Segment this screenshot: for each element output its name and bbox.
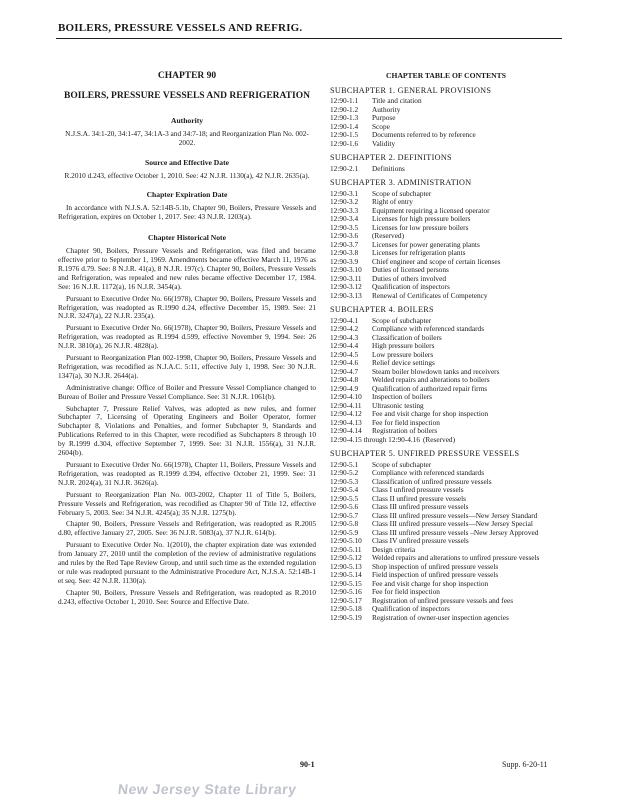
section-number: 12:90-4.6 (330, 358, 359, 367)
section-number: 12:90-4.7 (330, 366, 359, 376)
section-title: Purpose (372, 113, 396, 122)
section-number: 12:90-5.3 (330, 476, 359, 486)
section-title: (Reserved) (423, 434, 456, 444)
section-title: Fee and visit charge for shop inspection (372, 409, 489, 418)
section-number: 12:90-4.8 (330, 375, 359, 384)
supplement-date: Supp. 6-20-11 (502, 760, 548, 769)
section-title: Qualification of authorized repair firms (372, 383, 488, 393)
section-number: 12:90-4.4 (330, 341, 359, 350)
section-number: 12:90-5.12 (330, 553, 362, 562)
table-of-contents (330, 72, 562, 622)
history-notes (58, 247, 316, 607)
chapter-intro-column (58, 72, 316, 610)
section-number: 12:90-5.7 (330, 510, 359, 520)
subchapter-heading: SUBCHAPTER 4. BOILERS (330, 305, 434, 314)
toc-entry (330, 140, 562, 149)
section-number: 12:90-4.14 (330, 426, 362, 435)
section-title: Scope of subchapter (372, 315, 432, 325)
section-number: 12:90-3.10 (330, 265, 362, 274)
history-heading: Chapter Historical Note (148, 233, 226, 243)
section-title: Fee for field inspection (372, 417, 440, 427)
section-number: 12:90-5.6 (330, 502, 359, 511)
section-title: Authority (372, 104, 401, 114)
subchapter-heading: SUBCHAPTER 2. DEFINITIONS (330, 153, 452, 162)
section-title: Class III unfired pressure vessels (372, 502, 469, 511)
toc-entry (330, 266, 562, 275)
section-number: 12:90-3.5 (330, 222, 359, 232)
section-number: 12:90-4.10 (330, 392, 362, 401)
toc-entry (330, 580, 562, 589)
section-title: Classification of unfired pressure vessels (372, 476, 492, 486)
section-title: Scope (372, 121, 390, 131)
toc-entry (330, 190, 562, 199)
section-title: Licenses for power generating plants (372, 239, 480, 249)
section-title: Inspection of boilers (372, 392, 432, 401)
toc-entry (330, 131, 562, 140)
section-number: 12:90-5.13 (330, 561, 362, 571)
section-title: Steam boiler blowdown tanks and receivers (372, 366, 500, 376)
toc-entry (330, 537, 562, 546)
toc-entry (330, 292, 562, 301)
toc-entry (330, 419, 562, 428)
section-number: 12:90-1.1 (330, 96, 359, 105)
library-watermark: New Jersey State Library (117, 781, 298, 797)
section-number: 12:90-4.2 (330, 324, 359, 333)
section-number: 12:90-1.5 (330, 130, 359, 139)
section-title: Documents referred to by reference (372, 130, 476, 139)
section-number: 12:90-4.13 (330, 417, 362, 427)
history-paragraph: Pursuant to Reorganization Plan No. 003-2002, Chapter 11 of Title 5, Boilers, Pressure Vessels and Refrigeration, was recodified as Chapter 90 of Title 12, effective February 5, 2003. See: 34 N.J.R. 4245(a); 35 N.J.R. 1275(b). (58, 489, 316, 517)
section-title: Duties of others involved (372, 273, 446, 283)
section-number: 12:90-5.5 (330, 493, 359, 503)
section-title: Fee and visit charge for shop inspection (372, 578, 489, 588)
toc-entry (330, 97, 562, 106)
section-number: 12:90-5.19 (330, 612, 362, 622)
header-rule (56, 38, 562, 39)
history-paragraph: Administrative change: Office of Boiler and Pressure Vessel Compliance changed to Bureau of Boiler and Pressure Vessel Compliance. See: 31 N.J.R. 1061(b). (58, 382, 316, 401)
toc-entry (330, 106, 562, 115)
section-number: 12:90-3.6 (330, 231, 359, 240)
chapter-number: CHAPTER 90 (157, 71, 217, 81)
section-number: 12:90-5.4 (330, 485, 359, 494)
running-head: BOILERS, PRESSURE VESSELS AND REFRIG. (58, 22, 303, 34)
section-title: Class III unfired pressure vessels—New Jersey Special (372, 519, 533, 528)
toc-entry (330, 351, 562, 360)
section-title: Classification of boilers (372, 332, 442, 342)
toc-entry (330, 385, 562, 394)
section-title: Fee for field inspection (372, 587, 440, 596)
section-title: Compliance with referenced standards (372, 324, 485, 333)
history-paragraph: Pursuant to Executive Order No. 1(2010), the chapter expiration date was extended from January 27, 2010 until the completion of the review of administrative regulations and rules by the Red Tape Review Group, and until such time as the extended regulation or rule was readopted pursuant to the Administrative Procedure Act, N.J.S.A. 52:14B-1 et seq. See: 42 N.J.R. 1130(a). (58, 540, 316, 585)
section-title: Qualification of inspectors (372, 282, 450, 291)
section-title: Low pressure boilers (372, 349, 434, 359)
section-title: Class II unfired pressure vessels (372, 493, 467, 503)
section-title: Licenses for low pressure boilers (372, 222, 469, 232)
history-paragraph: Pursuant to Executive Order No. 66(1978), Chapter 90, Boilers, Pressure Vessels and Refrigeration, was readopted as R.1990 d.24, effective December 15, 1989. See: 21 N.J.R. 3247(a), 22 N.J.R. 235(a). (58, 293, 316, 321)
history-paragraph: Subchapter 7, Pressure Relief Valves, was adopted as new rules, and former Subchapter 7, Licensing of Operating Engineers and Boiler Operator, former Subchapter 8, Violations and Penalties, and former Subchapter 9, Standards and Publications Referred to in this Chapter, were recodified as Subchapters 8 through 10 by R.1999 d.304, effective September 7, 1999. See: 31 N.J.R. 1556(a), 31 N.J.R. 2604(b). (58, 403, 316, 458)
toc-entry (330, 410, 562, 419)
section-title: Welded repairs and alterations to unfired pressure vessels (372, 553, 540, 562)
section-title: Welded repairs and alterations to boilers (372, 375, 490, 384)
section-number: 12:90-5.2 (330, 468, 359, 477)
toc-title: CHAPTER TABLE OF CONTENTS (386, 71, 506, 80)
section-title: High pressure boilers (372, 341, 435, 350)
section-number: 12:90-4.1 (330, 315, 359, 325)
section-number: 12:90-3.2 (330, 197, 359, 206)
section-title: (Reserved) (372, 231, 405, 240)
section-number: 12:90-3.9 (330, 256, 359, 266)
toc-entry (330, 334, 562, 343)
section-number: 12:90-4.5 (330, 349, 359, 359)
section-number: 12:90-3.11 (330, 273, 362, 283)
history-paragraph: Chapter 90, Boilers, Pressure Vessels and Refrigeration, was filed and became effective prior to September 1, 1969. Amendments became effective March 11, 1976 as R.1976 d.79. See: 8 N.J.R. 41(a), 8 N.J.R. 197(c). Chapter 90, Boilers, Pressure Vessels and Refrigeration, was repealed and new rules became effective December 17, 1984. See: 16 N.J.R. 1172(a), 16 N.J.R. 3454(a). (58, 246, 316, 291)
section-number: 12:90-2.1 (330, 163, 359, 173)
toc-body (330, 87, 562, 623)
section-number: 12:90-5.8 (330, 519, 359, 528)
section-number: 12:90-5.18 (330, 604, 362, 613)
section-title: Field inspection of unfired pressure vessels (372, 570, 499, 579)
section-number: 12:90-5.14 (330, 570, 362, 579)
section-title: Validity (372, 138, 396, 148)
section-title: Scope of subchapter (372, 188, 432, 198)
section-number: 12:90-5.15 (330, 578, 362, 588)
section-title: Class I unfired pressure vessels (372, 485, 464, 494)
subchapter-heading: SUBCHAPTER 5. UNFIRED PRESSURE VESSELS (330, 449, 520, 458)
authority-text: N.J.S.A. 34:1-20, 34:1-47, 34:1A-3 and 34:7-18; and Reorganization Plan No. 002-2002. (65, 128, 309, 147)
subchapter-heading: SUBCHAPTER 3. ADMINISTRATION (330, 178, 472, 187)
history-paragraph: Pursuant to Reorganization Plan 002-1998, Chapter 90, Boilers, Pressure Vessels and Refrigeration, was recodified as N.J.A.C. 5:11, effective July 1, 1998. See: 30 N.J.R. 1347(a), 30 N.J.R. 2644(a). (58, 353, 316, 380)
section-number: 12:90-5.10 (330, 536, 362, 545)
expiration-heading: Chapter Expiration Date (146, 190, 228, 200)
section-number: 12:90-3.3 (330, 205, 359, 215)
toc-entry (330, 614, 562, 623)
section-number: 12:90-4.11 (330, 400, 362, 410)
section-title: Renewal of Certificates of Competency (372, 290, 488, 300)
section-number: 12:90-3.8 (330, 248, 359, 257)
section-title: Registration of unfired pressure vessels and fees (372, 595, 514, 605)
toc-entry (330, 114, 562, 123)
section-title: Compliance with referenced standards (372, 468, 485, 477)
section-title: Ultrasonic testing (372, 400, 424, 410)
section-number: 12:90-4.9 (330, 383, 359, 393)
section-number: 12:90-1.6 (330, 138, 359, 148)
section-title: Class IV unfired pressure vessels (372, 536, 469, 545)
source-text: R.2010 d.243, effective October 1, 2010. See: 42 N.J.R. 1130(a), 42 N.J.R. 2635(a). (64, 170, 310, 180)
section-number: 12:90-5.11 (330, 544, 362, 554)
section-title: Design criteria (372, 544, 416, 554)
section-number: 12:90-5.9 (330, 527, 359, 537)
section-title: Scope of subchapter (372, 459, 432, 469)
section-title: Licenses for high pressure boilers (372, 214, 471, 223)
section-title: Licenses for refrigeration plants (372, 248, 466, 257)
section-number: 12:90-3.7 (330, 239, 359, 249)
toc-entry (330, 165, 562, 174)
section-title: Registration of owner-user inspection agencies (372, 612, 509, 622)
section-title: Qualification of inspectors (372, 604, 450, 613)
section-number: 12:90-5.1 (330, 459, 359, 469)
section-title: Duties of licensed persons (372, 265, 449, 274)
section-number: 12:90-4.3 (330, 332, 359, 342)
authority-heading: Authority (170, 115, 204, 125)
section-title: Title and citation (372, 96, 422, 105)
section-number: 12:90-1.2 (330, 104, 359, 114)
subchapter-heading: SUBCHAPTER 1. GENERAL PROVISIONS (330, 85, 492, 95)
section-title: Right of entry (372, 197, 413, 206)
section-number: 12:90-1.3 (330, 113, 359, 122)
section-number: 12:90-5.16 (330, 587, 362, 596)
section-number: 12:90-4.12 (330, 409, 362, 418)
section-number: 12:90-1.4 (330, 121, 359, 131)
toc-entry (330, 325, 562, 334)
section-title: Shop inspection of unfired pressure vessels (372, 561, 499, 571)
section-title: Definitions (372, 163, 405, 173)
history-paragraph: Chapter 90, Boilers, Pressure Vessels and Refrigeration, was readopted as R.2005 d.80, effective January 27, 2005. See: 36 N.J.R. 5083(a), 37 N.J.R. 614(b). (58, 519, 316, 538)
toc-entry (330, 436, 562, 445)
section-title: Registration of boilers (372, 426, 438, 435)
chapter-title: BOILERS, PRESSURE VESSELS AND REFRIGERATION (64, 90, 310, 101)
section-title: Relief device settings (372, 358, 435, 367)
section-number: 12:90-3.12 (330, 282, 362, 291)
page-number: 90-1 (300, 760, 315, 769)
section-number: 12:90-4.15 through 12:90-4.16 (330, 434, 420, 444)
history-paragraph: Pursuant to Executive Order No. 66(1978), Chapter 90, Boilers, Pressure Vessels and Refrigeration, was readopted as R.1994 d.599, effective November 9, 1994. See: 26 N.J.R. 3810(a), 26 N.J.R. 4828(a). (58, 323, 316, 351)
section-title: Class III unfired pressure vessels—New Jersey Standard (372, 510, 538, 520)
expiration-text: In accordance with N.J.S.A. 52:14B-5.1b, Chapter 90, Boilers, Pressure Vessels and Refrigeration, expires on October 1, 2017. See: 43 N.J.R. 1203(a). (58, 203, 316, 222)
toc-entry (330, 393, 562, 402)
section-number: 12:90-3.13 (330, 290, 362, 300)
history-paragraph: Chapter 90, Boilers, Pressure Vessels and Refrigeration, was readopted as R.2010 d.243, effective October 1, 2010. See: Source and Effective Date. (58, 587, 316, 606)
section-number: 12:90-5.17 (330, 595, 362, 605)
toc-entry (330, 342, 562, 351)
section-title: Class III unfired pressure vessels –New Jersey Approved (372, 527, 539, 537)
section-number: 12:90-3.1 (330, 188, 359, 198)
section-title: Chief engineer and scope of certain licenses (372, 256, 501, 266)
source-heading: Source and Effective Date (144, 157, 229, 167)
section-title: Equipment requiring a licensed operator (372, 205, 490, 215)
section-number: 12:90-3.4 (330, 214, 359, 223)
toc-entry (330, 224, 562, 233)
history-paragraph: Pursuant to Executive Order No. 66(1978), Chapter 11, Boilers, Pressure Vessels and Refrigeration, was readopted as R.1999 d.394, effective October 21, 1999. See: 31 N.J.R. 2024(a), 31 N.J.R. 3626(a). (58, 460, 316, 487)
